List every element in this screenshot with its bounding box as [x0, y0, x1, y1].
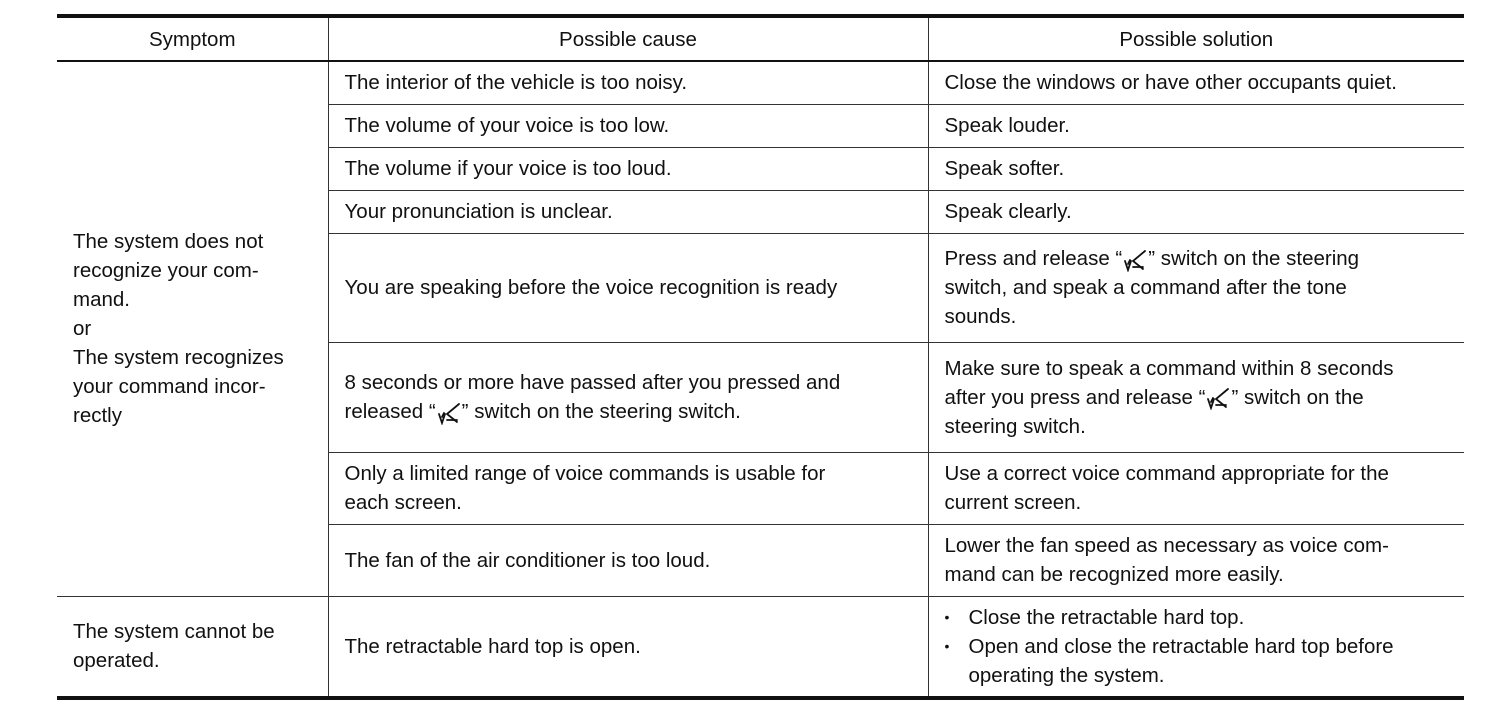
solution-cell: [928, 190, 1464, 233]
cell-line: Press and release “ ” switch on the steering: [944, 247, 1360, 270]
cell-line: You are speaking before the voice recognition is ready: [344, 276, 838, 299]
cause-cell: [328, 104, 928, 147]
cell-line: Make sure to speak a command within 8 seconds: [944, 356, 1394, 380]
cell-line: The retractable hard top is open.: [344, 634, 641, 658]
header-possible-cause: Possible cause: [328, 16, 928, 61]
symptom-cell: [57, 61, 328, 596]
solution-cell: [928, 104, 1464, 147]
table-row: [57, 61, 1464, 104]
bullet-marker: •: [944, 608, 950, 625]
solution-bullet-list: [945, 603, 1455, 690]
cell-line: 8 seconds or more have passed after you pressed and: [344, 371, 841, 394]
cell-line: steering switch.: [944, 414, 1086, 438]
cell-line: The interior of the vehicle is too noisy.: [344, 71, 688, 95]
cell-line: The fan of the air conditioner is too loud.: [344, 548, 711, 572]
cell-line: operated.: [73, 649, 160, 673]
solution-cell: [928, 342, 1464, 452]
cell-line: The system does not: [73, 230, 264, 254]
cell-line: or: [73, 317, 92, 341]
cell-line: sounds.: [944, 305, 1017, 328]
cell-line: Close the windows or have other occupants quiet.: [944, 71, 1397, 95]
cause-cell: [328, 596, 928, 698]
cell-line: Only a limited range of voice commands is usable for: [344, 462, 826, 485]
cell-line: The system recognizes: [73, 346, 284, 370]
cell-line: switch, and speak a command after the tone: [944, 276, 1347, 299]
solution-cell: [928, 524, 1464, 596]
cell-line: mand.: [73, 288, 130, 312]
cell-line: The system cannot be: [73, 620, 275, 644]
cell-line: Close the retractable hard top.: [968, 605, 1245, 629]
cause-cell: [328, 452, 928, 524]
bullet-marker: •: [944, 637, 950, 654]
solution-cell: [928, 147, 1464, 190]
cell-line: Speak softer.: [944, 157, 1065, 180]
table-header-row: [57, 16, 1464, 61]
cause-cell: [328, 342, 928, 452]
table-body: [57, 61, 1464, 698]
cell-line: The volume of your voice is too low.: [344, 114, 670, 137]
voice-talk-switch-icon: [1123, 248, 1147, 272]
solution-bullet-item: [945, 632, 1455, 690]
solution-cell: [928, 233, 1464, 342]
troubleshooting-table: [57, 14, 1464, 700]
cause-cell: [328, 61, 928, 104]
table-row: [57, 596, 1464, 698]
header-symptom: Symptom: [57, 16, 328, 61]
cause-cell: [328, 190, 928, 233]
cell-line: your command incor-: [73, 375, 266, 399]
cell-line: current screen.: [944, 491, 1082, 514]
voice-talk-switch-icon: [1206, 386, 1230, 410]
cell-line: Use a correct voice command appropriate for the: [944, 462, 1389, 485]
cell-line: Speak clearly.: [944, 200, 1072, 223]
cell-line: Lower the fan speed as necessary as voice com-: [944, 534, 1389, 557]
cell-line: rectly: [73, 404, 122, 428]
cell-line: recognize your com-: [73, 259, 259, 283]
solution-cell: [928, 596, 1464, 698]
voice-talk-switch-icon: [437, 401, 461, 425]
cause-cell: [328, 524, 928, 596]
cell-line: The volume if your voice is too loud.: [344, 157, 672, 180]
cell-line: operating the system.: [968, 663, 1165, 687]
cause-cell: [328, 233, 928, 342]
cell-line: mand can be recognized more easily.: [944, 563, 1284, 586]
solution-bullet-item: [945, 603, 1455, 632]
cell-line: Open and close the retractable hard top before: [968, 634, 1394, 658]
cell-line: Speak louder.: [944, 114, 1070, 137]
cell-line: each screen.: [344, 491, 462, 514]
solution-cell: [928, 452, 1464, 524]
cell-line: Your pronunciation is unclear.: [344, 200, 613, 223]
cell-line: after you press and release “ ” switch on the: [944, 385, 1364, 409]
header-possible-solution: Possible solution: [928, 16, 1464, 61]
solution-cell: [928, 61, 1464, 104]
cause-cell: [328, 147, 928, 190]
symptom-cell: [57, 596, 328, 698]
cell-line: released “ ” switch on the steering switch.: [344, 400, 741, 423]
